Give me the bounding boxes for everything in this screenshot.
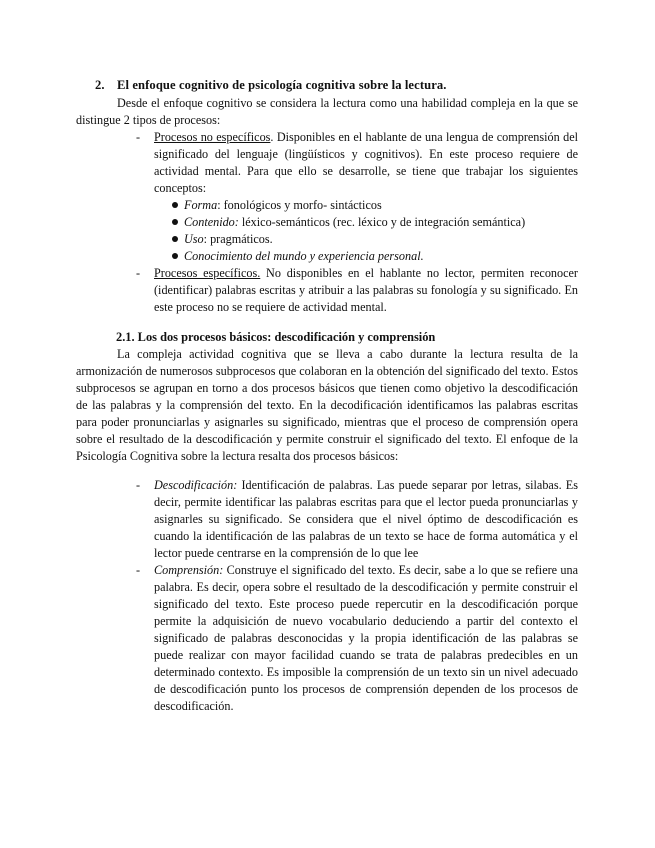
basic-process-item-decoding	[136, 477, 578, 562]
section-heading	[95, 77, 595, 94]
subsection-heading: 2.1. Los dos procesos básicos: descodificación y comprensión	[116, 330, 436, 344]
subsection-paragraph: La compleja actividad cognitiva que se lleva a cabo durante la lectura resulta de la armonización de numerosos subprocesos que colaboran en la obtención del significado del texto. Estos subprocesos se agrupan en torno a dos procesos básicos que tienen como objetivo la descodificación de las palabras y la comprensión del texto. En la decodificación identificamos las palabras escritas para poder pronunciarlas y asignarles su significado, mientras que el proceso de comprensión opera sobre el resultado de la descodificación y permite construir el significado del texto. El enfoque de la Psicología Cognitiva sobre la lectura resalta dos procesos básicos:	[76, 347, 578, 463]
bullet-icon	[172, 236, 178, 242]
process-term: Procesos específicos.	[154, 266, 261, 280]
concept-text: : fonológicos y morfo- sintácticos	[217, 198, 382, 212]
basic-process-term: Descodificación:	[154, 478, 238, 492]
list-dash: -	[136, 266, 141, 280]
bullet-icon	[172, 202, 178, 208]
concept-text: léxico-semánticos (rec. léxico y de integración semántica)	[238, 215, 526, 229]
concept-item	[154, 214, 578, 231]
list-dash: -	[136, 130, 141, 144]
process-text: No disponibles en el hablante no lector, permiten reconocer (identificar) palabras escritas y atribuir a las palabras su fonología y su significado. En este proceso no se requiere de actividad mental.	[154, 266, 578, 314]
list-dash: -	[136, 563, 141, 577]
basic-process-item-comprehension	[136, 562, 578, 715]
section-title: El enfoque cognitivo de psicología cognitiva sobre la lectura.	[117, 78, 447, 92]
basic-process-list	[136, 477, 578, 715]
bullet-icon	[172, 219, 178, 225]
concept-term: Forma	[184, 198, 218, 212]
concept-term: Conocimiento del mundo y experiencia personal.	[184, 249, 424, 263]
concept-list	[154, 197, 578, 265]
concept-term: Contenido:	[184, 215, 239, 229]
concept-term: Uso	[184, 232, 204, 246]
bullet-icon	[172, 253, 178, 259]
concept-item	[154, 248, 578, 265]
process-item-specific	[136, 265, 578, 316]
basic-process-term: Comprensión:	[154, 563, 224, 577]
basic-process-text: Identificación de palabras. Las puede separar por letras, silabas. Es decir, permite identificar las palabras escritas para que el lector pueda pronunciarlas y asignarles su significado. Se considera que el nivel óptimo de descodificación es cuando la identificación de las palabras de un texto se hace de forma automática y el lector puede centrarse en la comprensión de lo que lee	[154, 478, 578, 560]
process-text: . Disponibles en el hablante de una lengua de comprensión del significado del lenguaje (lingüísticos y cognitivos). En este proceso requiere de actividad mental. Para que ello se desarrolle, se tiene que trabajar los siguientes conceptos:	[154, 130, 578, 195]
process-item-non-specific	[136, 129, 578, 265]
process-list	[136, 129, 578, 316]
intro-paragraph: Desde el enfoque cognitivo se considera la lectura como una habilidad compleja en la que se distingue 2 tipos de procesos:	[76, 96, 578, 127]
concept-item	[154, 197, 578, 214]
section-number: 2.	[95, 78, 105, 92]
process-term: Procesos no específicos	[154, 130, 271, 144]
concept-item	[154, 231, 578, 248]
concept-text: : pragmáticos.	[203, 232, 273, 246]
basic-process-text: Construye el significado del texto. Es decir, sabe a lo que se refiere una palabra. Es decir, opera sobre el resultado de la descodificación y permite construir el significado del texto. Este proceso puede repercutir en la descodificación porque permite la adquisición de nuevo vocabulario deduciendo a partir del contexto el significado de palabras desconocidas y la propia identificación de las palabras se puede realizar con mayor facilidad cuando se trata de palabras predecibles en un determinado contexto. Es imposible la comprensión de un texto sin un nivel adecuado de descodificación punto los procesos de comprensión dependen de los procesos de descodificación.	[154, 563, 578, 713]
list-dash: -	[136, 478, 141, 492]
